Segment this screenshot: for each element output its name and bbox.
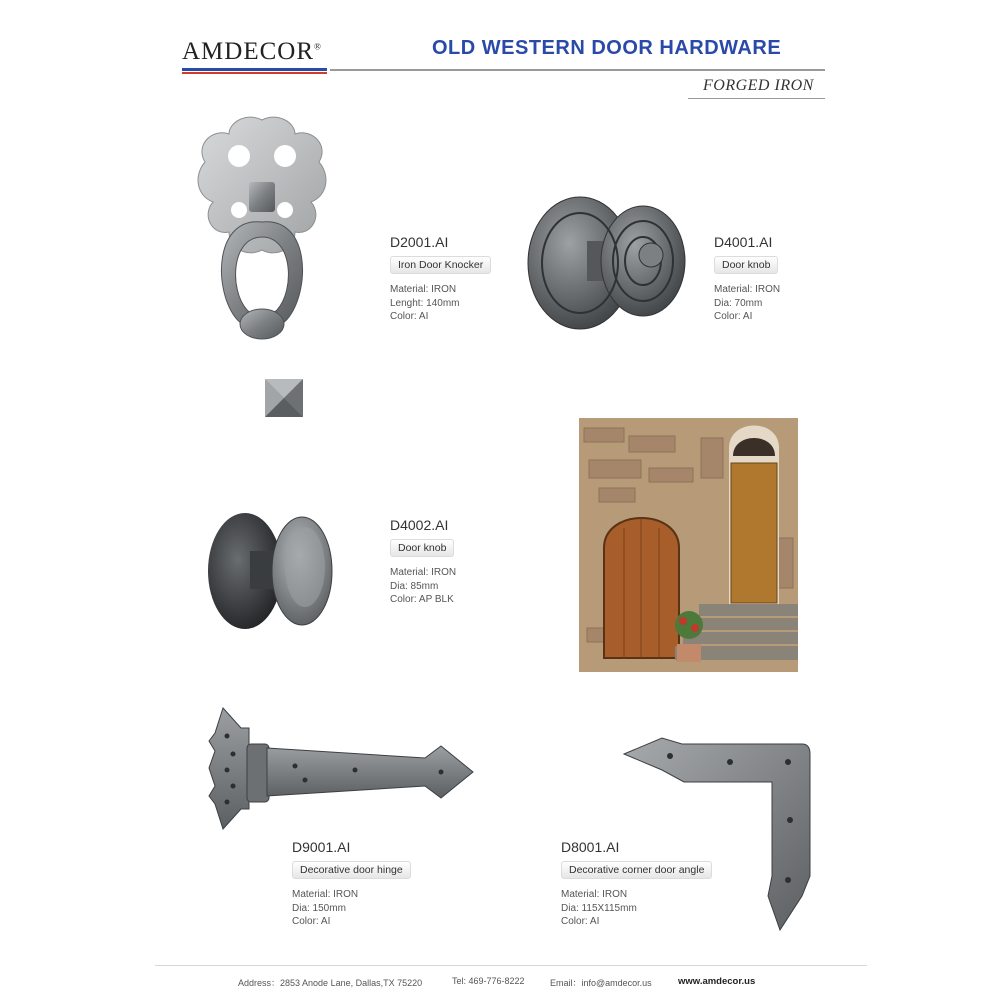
- product-spec: Material: IRON: [390, 284, 457, 295]
- product-spec: Material: IRON: [390, 567, 457, 578]
- product-spec: Dia: 115X115mm: [561, 902, 637, 914]
- knocker-strike-plate-image: [262, 376, 306, 420]
- decorative-hinge-image: [205, 706, 477, 831]
- footer-email: Email：info@amdecor.us: [550, 978, 652, 988]
- product-d9001: [292, 839, 411, 929]
- product-code: D8001.AI: [561, 839, 620, 855]
- product-name-tag: Decorative door hinge: [292, 861, 411, 879]
- product-spec: Dia: 70mm: [714, 297, 763, 309]
- product-d4002: [390, 517, 456, 607]
- subtitle-divider: [688, 98, 825, 99]
- product-spec: Lenght: 140mm: [390, 297, 460, 309]
- door-knob-round-image: [205, 509, 335, 634]
- product-name-tag: Decorative corner door angle: [561, 861, 712, 879]
- product-name-tag: Door knob: [714, 256, 778, 274]
- product-name-tag: Door knob: [390, 539, 454, 557]
- product-d4001: [714, 234, 780, 324]
- product-spec: Color: AI: [714, 311, 753, 322]
- product-spec: Material: IRON: [714, 284, 781, 295]
- footer-phone: Tel: 469-776-8222: [452, 976, 525, 986]
- product-spec: Color: AI: [292, 916, 331, 927]
- rustic-doors-photo: [579, 418, 798, 672]
- product-code: D2001.AI: [390, 234, 449, 250]
- footer-address: Address：2853 Anode Lane, Dallas,TX 75220: [238, 978, 423, 988]
- footer-website: www.amdecor.us: [678, 976, 756, 987]
- product-d8001: [561, 839, 712, 929]
- product-name-tag: Iron Door Knocker: [390, 256, 491, 274]
- product-code: D4002.AI: [390, 517, 449, 533]
- product-spec: Material: IRON: [561, 889, 628, 900]
- brand-underline-red: [182, 72, 327, 74]
- product-spec: Color: AI: [561, 916, 600, 927]
- brand-underline-blue: [182, 68, 327, 71]
- product-code: D9001.AI: [292, 839, 351, 855]
- product-spec: Material: IRON: [292, 889, 359, 900]
- product-code: D4001.AI: [714, 234, 773, 250]
- product-spec: Dia: 150mm: [292, 902, 346, 914]
- door-knob-floral-image: [525, 193, 687, 333]
- page-subtitle: FORGED IRON: [703, 77, 814, 94]
- product-spec: Color: AI: [390, 311, 429, 322]
- product-d2001: [390, 234, 491, 324]
- product-spec: Dia: 85mm: [390, 580, 439, 592]
- footer-divider: [155, 965, 867, 966]
- page-title: OLD WESTERN DOOR HARDWARE: [432, 37, 782, 59]
- brand-logo: AMDECOR®: [182, 38, 322, 65]
- product-spec: Color: AP BLK: [390, 594, 454, 605]
- door-knocker-image: [195, 112, 330, 357]
- header-divider: [330, 69, 825, 71]
